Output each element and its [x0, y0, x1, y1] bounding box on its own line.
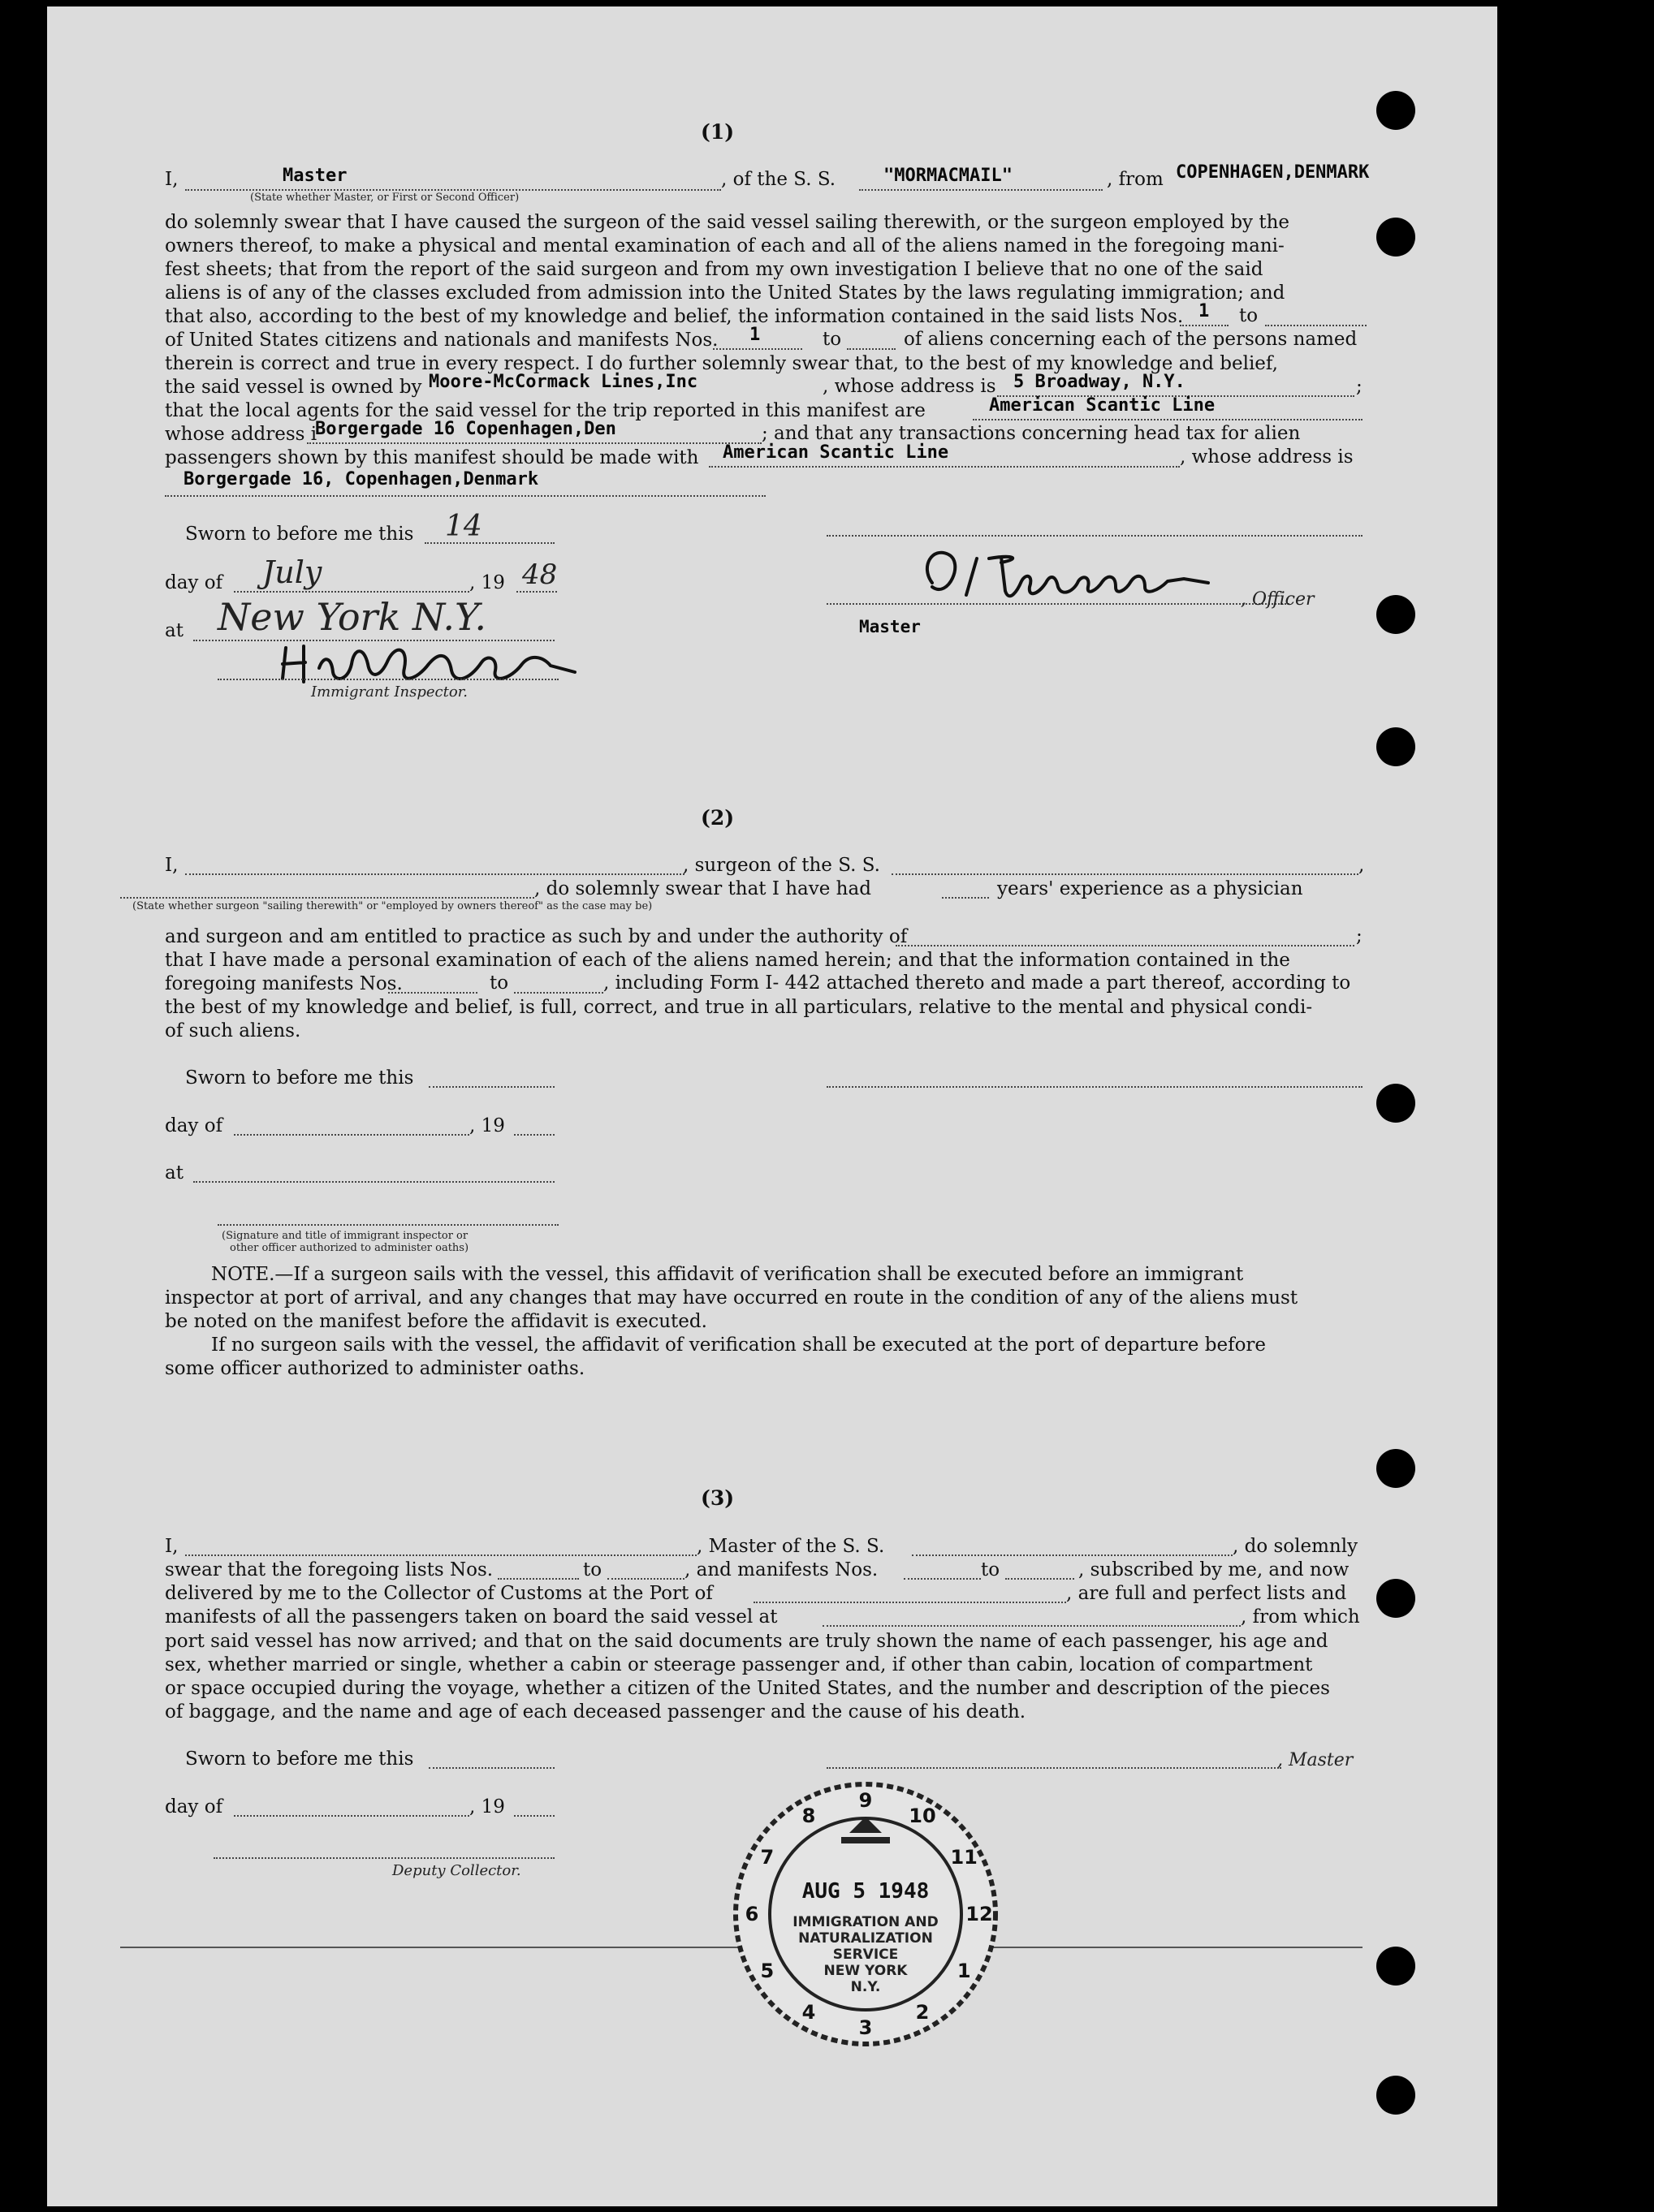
s3-list-to-line: [607, 1578, 684, 1580]
s2-sig-note-2: other officer authorized to administer oaths): [230, 1242, 469, 1254]
stamp-agency-3: SERVICE: [832, 1947, 899, 1963]
stamp-dial-numeral: 2: [915, 2001, 930, 2024]
s1-officer-line: [185, 189, 721, 191]
s1-body-0: do solemnly swear that I have caused the surgeon of the said vessel sailing therewith, or the surgeon employed by the: [165, 212, 1290, 233]
s2-including: , including Form I- 442 attached thereto and made a part thereof, according to: [603, 972, 1351, 994]
s1-officer-label: , Officer: [1241, 589, 1315, 610]
s3-l2d: to: [981, 1559, 1000, 1580]
s3-l4a: manifests of all the passengers taken on board the said vessel at: [165, 1606, 778, 1628]
s2-day-of: day of: [165, 1115, 223, 1136]
inspection-stamp: [728, 1776, 1004, 2052]
s2-note: (State whether surgeon "sailing therewith" or "employed by owners thereof" as the case may be): [132, 900, 653, 912]
s3-master-sig-line: [827, 1767, 1281, 1769]
s1-head-tax-agent-line: [709, 466, 1180, 468]
s2-note-2: be noted on the manifest before the affidavit is executed.: [165, 1311, 707, 1332]
s1-port-value: COPENHAGEN,DENMARK: [1176, 162, 1370, 183]
stamp-dial-numeral: 4: [801, 2001, 816, 2024]
s2-comma: ,: [1358, 855, 1365, 876]
s3-l3a: delivered by me to the Collector of Customs at the Port of: [165, 1583, 713, 1604]
s2-year-prefix: , 19: [469, 1115, 505, 1136]
s3-deputy-line: [214, 1857, 555, 1859]
stamp-agency-1: IMMIGRATION AND: [792, 1914, 939, 1930]
s3-body-2: or space occupied during the voyage, whether a citizen of the United States, and the number and description of the pieces: [165, 1678, 1330, 1699]
s1-year-line: [516, 591, 557, 593]
s1-body-7: the said vessel is owned by: [165, 377, 422, 398]
section-1-number: (1): [701, 120, 735, 144]
s1-owner-value: Moore-McCormack Lines,Inc: [429, 372, 698, 392]
s2-authority-line: [896, 945, 1354, 946]
s1-manifest-no-value: 1: [749, 325, 761, 345]
s3-body-1: sex, whether married or single, whether a cabin or steerage passenger and, if other than cabin, location of compartment: [165, 1654, 1313, 1675]
s2-manifest-to-line: [514, 992, 603, 994]
s1-day-of: day of: [165, 572, 223, 593]
s1-to: to: [1239, 305, 1259, 326]
s1-agents-address-value: Borgergade 16 Copenhagen,Den: [315, 419, 616, 439]
s2-i: I,: [165, 855, 179, 876]
s3-body-3: of baggage, and the name and age of each deceased passenger and the cause of his death.: [165, 1701, 1026, 1723]
stamp-dial-numeral: 3: [858, 2016, 873, 2039]
s3-i: I,: [165, 1536, 179, 1557]
s1-whose-address-2: , whose address is: [1180, 446, 1354, 468]
s2-note-0: NOTE.—If a surgeon sails with the vessel, this affidavit of verification shall be executed before an immigrant: [211, 1264, 1244, 1285]
s1-sworn-label: Sworn to before me this: [185, 524, 414, 545]
punch-hole: [1376, 1449, 1415, 1488]
s1-year-value: 48: [522, 558, 558, 591]
s1-whose-address: , whose address is: [823, 376, 996, 397]
punch-hole: [1376, 91, 1415, 130]
s1-body-4: that also, according to the best of my knowledge and belief, the information contained in the said lists Nos.: [165, 306, 1184, 327]
s3-sworn-line: [429, 1767, 555, 1769]
s1-body-1: owners thereof, to make a physical and mental examination of each and all of the aliens named in the foregoing mani-: [165, 235, 1285, 257]
s2-sig-line: [827, 1086, 1362, 1088]
s2-years-text: years' experience as a physician: [997, 878, 1303, 899]
section-2-number: (2): [701, 806, 735, 830]
master-signature: [916, 542, 1289, 607]
s1-officer-sig-line: [827, 603, 1289, 605]
stamp-dial-numeral: 9: [858, 1789, 873, 1812]
s1-head-tax-agent-value: American Scantic Line: [723, 442, 949, 463]
s3-l2c: , and manifests Nos.: [684, 1559, 879, 1580]
s2-swear: , do solemnly swear that I have had: [534, 878, 871, 899]
s1-owner-address-value: 5 Broadway, N.Y.: [1013, 372, 1185, 392]
s1-at: at: [165, 620, 184, 641]
s3-port-line: [754, 1602, 1066, 1603]
s2-years-line: [942, 897, 989, 899]
s1-list-no-line: [1180, 325, 1229, 326]
s2-sig-note-1: (Signature and title of immigrant inspector or: [222, 1230, 469, 1242]
s1-year-prefix: , 19: [469, 572, 505, 593]
s2-sailing-line: [120, 897, 534, 899]
s2-manifest-from-line: [388, 992, 477, 994]
s1-ship-line: [859, 189, 1103, 191]
s2-sworn: Sworn to before me this: [185, 1067, 414, 1089]
s1-body-3: aliens is of any of the classes excluded from admission into the United States by the laws regulating immigration; and: [165, 282, 1285, 304]
s2-name-line: [185, 873, 684, 875]
s2-surgeon-of: , surgeon of the S. S.: [683, 855, 880, 876]
s3-name-line: [185, 1554, 697, 1556]
s1-of-ss: , of the S. S.: [721, 169, 836, 190]
s1-to2: to: [823, 329, 842, 350]
s1-ship-value: "MORMACMAIL": [883, 166, 1013, 186]
punch-hole: [1376, 2076, 1415, 2115]
s1-sworn-day-value: 14: [445, 510, 482, 543]
stamp-dial-numeral: 10: [909, 1804, 936, 1827]
s2-place-line: [193, 1181, 555, 1183]
s1-head-tax-address-line: [165, 495, 766, 497]
s2-note-1: inspector at port of arrival, and any changes that may have occurred en route in the condition of any of the aliens must: [165, 1287, 1298, 1309]
s3-do-solemnly: , do solemnly: [1233, 1536, 1358, 1557]
section-3-number: (3): [701, 1486, 735, 1510]
s2-at: at: [165, 1162, 184, 1184]
s1-place-value: New York N.Y.: [218, 595, 487, 639]
s3-year-prefix: , 19: [469, 1796, 505, 1817]
s3-month-line: [234, 1815, 469, 1817]
s1-body-8: that the local agents for the said vessel for the trip reported in this manifest are: [165, 400, 926, 421]
s2-body-1: that I have made a personal examination of each of the aliens named herein; and that the information contained in the: [165, 950, 1290, 971]
s1-officer-note: (State whether Master, or First or Second Officer): [250, 192, 520, 204]
s1-inspector-title: Immigrant Inspector.: [311, 683, 469, 701]
stamp-dial-numeral: 5: [760, 1960, 775, 1982]
s3-l2a: swear that the foregoing lists Nos.: [165, 1559, 494, 1580]
s1-officer-sig-line-top: [827, 535, 1362, 537]
s1-of-aliens: of aliens concerning each of the persons named: [904, 329, 1358, 350]
s1-master-label: Master: [859, 617, 921, 636]
s1-sworn-day-line: [425, 542, 555, 544]
s1-head-tax-address-value: Borgergade 16, Copenhagen,Denmark: [184, 469, 539, 489]
s3-deputy-label: Deputy Collector.: [392, 1862, 521, 1879]
s3-l4b: , from which: [1241, 1606, 1360, 1628]
s2-semicolon: ;: [1356, 925, 1362, 946]
inspector-signature: [274, 640, 599, 688]
stamp-dial-numeral: 12: [965, 1903, 993, 1925]
s3-ship-line: [912, 1554, 1233, 1556]
s2-body-4: of such aliens.: [165, 1020, 301, 1041]
s2-month-line: [234, 1134, 469, 1136]
s2-body-2: foregoing manifests Nos.: [165, 973, 403, 994]
s1-agents-line: [973, 419, 1362, 420]
s1-body-5: of United States citizens and nationals and manifests Nos.: [165, 330, 719, 351]
s2-year-line: [514, 1134, 555, 1136]
s2-ship-line: [892, 873, 1358, 875]
stamp-city: NEW YORK: [823, 1963, 908, 1979]
s2-note-3: If no surgeon sails with the vessel, the affidavit of verification shall be executed at the port of departure before: [211, 1335, 1267, 1356]
s1-list-to-line: [1265, 325, 1367, 326]
stamp-dial-numeral: 1: [957, 1960, 971, 1982]
s3-l2e: , subscribed by me, and now: [1078, 1559, 1350, 1580]
s2-sworn-line: [429, 1086, 555, 1088]
stamp-dial-numeral: 11: [950, 1846, 978, 1869]
stamp-dial-numeral: 7: [760, 1846, 775, 1869]
s1-head-tax-text: ; and that any transactions concerning head tax for alien: [762, 423, 1301, 444]
s2-to: to: [490, 972, 509, 994]
s1-manifest-no-line: [713, 348, 802, 350]
s3-boarded-line: [823, 1625, 1241, 1627]
s1-manifest-to-line: [847, 348, 896, 350]
s3-manifest-to-line: [1005, 1578, 1074, 1580]
s2-body-0: and surgeon and am entitled to practice as such by and under the authority of: [165, 926, 908, 947]
stamp-dial-numeral: 8: [801, 1804, 816, 1827]
s3-l3b: , are full and perfect lists and: [1066, 1583, 1347, 1604]
s3-master-label: , Master: [1277, 1750, 1354, 1770]
s3-sworn: Sworn to before me this: [185, 1748, 414, 1770]
s3-year-line: [514, 1815, 555, 1817]
s1-from: , from: [1107, 169, 1164, 190]
s1-list-no-value: 1: [1198, 301, 1210, 321]
s1-month-line: [234, 591, 469, 593]
s3-manifest-from-line: [904, 1578, 981, 1580]
s1-body-10: passengers shown by this manifest should be made with: [165, 447, 699, 468]
stamp-dial-numeral: 6: [745, 1903, 759, 1925]
s3-master-of: , Master of the S. S.: [697, 1536, 885, 1557]
s3-body-0: port said vessel has now arrived; and that on the said documents are truly shown the name of each passenger, his age and: [165, 1631, 1328, 1652]
s1-agents-address-line: [307, 442, 762, 444]
s1-agents-value: American Scantic Line: [989, 395, 1216, 416]
s1-body-9: whose address i: [165, 424, 317, 445]
stamp-state: N.Y.: [850, 1979, 881, 1995]
stamp-date: AUG 5 1948: [801, 1879, 930, 1904]
s3-list-from-line: [498, 1578, 579, 1580]
s2-note-4: some officer authorized to administer oaths.: [165, 1358, 585, 1379]
s3-l2b: to: [583, 1559, 602, 1580]
s1-semicolon: ;: [1356, 376, 1362, 397]
punch-hole: [1376, 1084, 1415, 1123]
manifest-affidavit-page: [47, 6, 1497, 2206]
s1-master-value: Master: [283, 166, 348, 186]
s1-i: I,: [165, 169, 179, 190]
punch-hole: [1376, 1947, 1415, 1986]
s1-body-2: fest sheets; that from the report of the said surgeon and from my own investigation I believe that no one of the said: [165, 259, 1263, 280]
s1-month-value: July: [262, 554, 322, 590]
s1-inspector-line: [218, 679, 559, 680]
punch-hole: [1376, 727, 1415, 766]
s1-body-6: therein is correct and true in every respect. I do further solemnly swear that, to the best of my knowledge and belief,: [165, 353, 1278, 374]
punch-hole: [1376, 595, 1415, 634]
punch-hole: [1376, 218, 1415, 257]
s3-day-of: day of: [165, 1796, 223, 1817]
s2-body-3: the best of my knowledge and belief, is full, correct, and true in all particulars, relative to the mental and physical condi-: [165, 997, 1313, 1018]
punch-hole: [1376, 1579, 1415, 1618]
stamp-agency-2: NATURALIZATION: [798, 1930, 933, 1947]
s2-inspector-line: [218, 1224, 559, 1226]
